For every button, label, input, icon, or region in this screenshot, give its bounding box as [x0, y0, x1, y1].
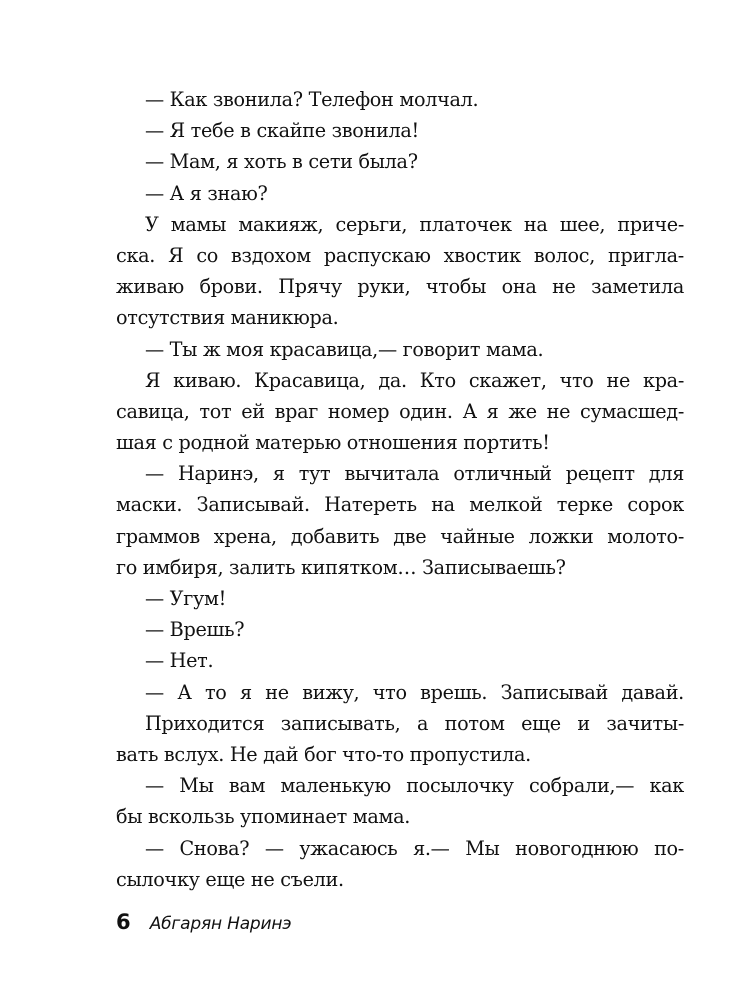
- text-line-21: Приходится записывать, а потом еще и зачиты-: [145, 711, 684, 735]
- text-line-12: шая с родной матерью отношения портить!: [116, 431, 550, 455]
- text-line-25: — Снова? — ужасаюсь я.— Мы новогоднюю по-: [145, 836, 684, 860]
- text-line-24: бы вскользь упоминает мама.: [116, 805, 411, 829]
- page-text: [116, 84, 684, 895]
- text-line-8: отсутствия маникюра.: [116, 306, 339, 330]
- text-line-13: — Наринэ, я тут вычитала отличный рецепт для: [145, 462, 684, 486]
- text-line-7: живаю брови. Прячу руки, чтобы она не заметила: [116, 275, 684, 299]
- text-line-23: — Мы вам маленькую посылочку собрали,— как: [145, 774, 684, 798]
- text-line-9: — Ты ж моя красавица,— говорит мама.: [145, 337, 544, 361]
- text-line-10: Я киваю. Красавица, да. Кто скажет, что не кра-: [145, 368, 684, 392]
- text-line-18: — Врешь?: [145, 618, 245, 642]
- text-line-20: — А то я не вижу, что врешь. Записывай давай.: [145, 680, 684, 704]
- text-line-22: вать вслух. Не дай бог что-то пропустила.: [116, 742, 531, 766]
- text-line-2: — Я тебе в скайпе звонила!: [145, 119, 419, 143]
- text-line-26: сылочку еще не съели.: [116, 867, 344, 891]
- text-line-17: — Угум!: [145, 587, 227, 610]
- page-footer: [116, 905, 291, 939]
- text-line-3: — Мам, я хоть в сети была?: [145, 150, 418, 174]
- text-line-5: У мамы макияж, серьги, платочек на шее, приче-: [145, 212, 684, 236]
- text-line-15: граммов хрена, добавить две чайные ложки молото-: [116, 524, 684, 548]
- text-line-16: го имбиря, залить кипятком… Записываешь?: [116, 555, 566, 579]
- text-line-1: — Как звонила? Телефон молчал.: [145, 88, 479, 111]
- text-line-14: маски. Записывай. Натереть на мелкой терке сорок: [116, 493, 684, 517]
- page-number: 6: [116, 910, 131, 934]
- text-line-11: савица, тот ей враг номер один. А я же не сумасшед-: [116, 399, 684, 423]
- text-line-4: — А я знаю?: [145, 181, 268, 205]
- text-line-6: ска. Я со вздохом распускаю хвостик волос, пригла-: [116, 243, 684, 267]
- running-title: Абгарян Наринэ: [149, 914, 292, 934]
- text-line-19: — Нет.: [145, 649, 214, 673]
